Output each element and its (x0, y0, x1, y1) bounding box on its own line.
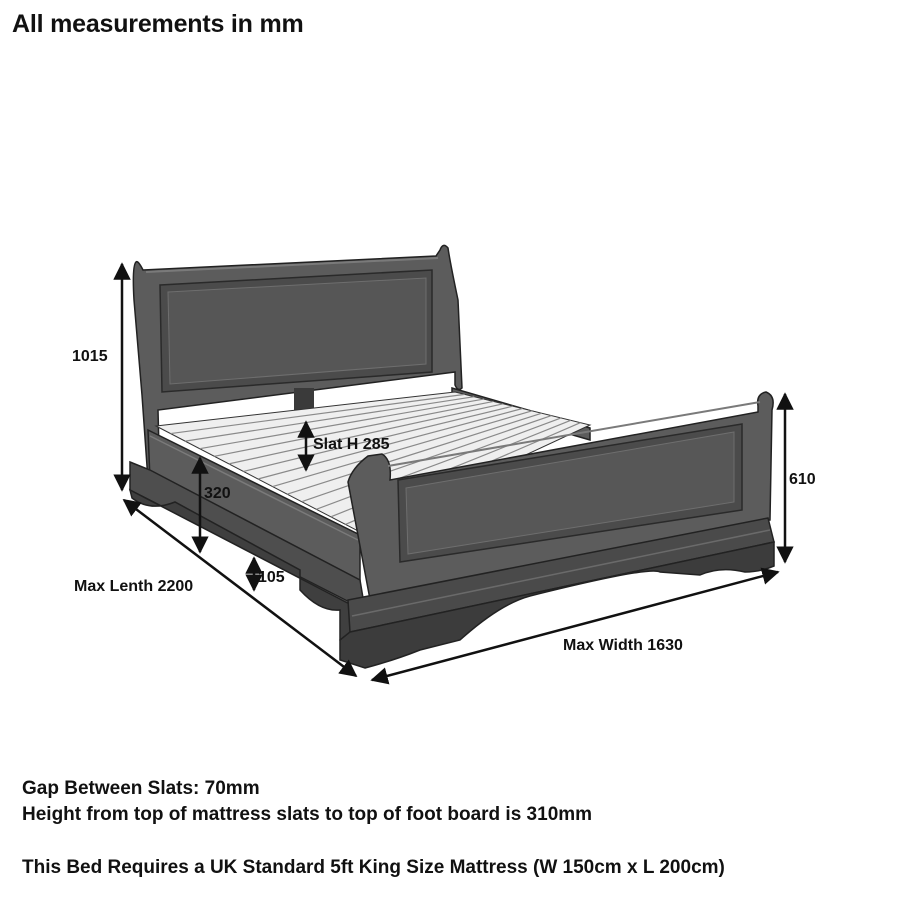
label-slat-clearance: 320 (204, 485, 231, 502)
page-title: All measurements in mm (12, 10, 304, 38)
label-slat-height: Slat H 285 (313, 436, 390, 453)
label-overall-height: 1015 (72, 348, 108, 365)
note-gap-between-slats: Gap Between Slats: 70mm (22, 778, 260, 799)
label-max-length: Max Lenth 2200 (74, 578, 194, 595)
note-height-to-footboard: Height from top of mattress slats to top of foot board is 310mm (22, 804, 593, 825)
label-footboard-height: 610 (789, 471, 816, 488)
label-max-width: Max Width 1630 (563, 637, 683, 654)
note-mattress-requirement: This Bed Requires a UK Standard 5ft King Size Mattress (W 150cm x L 200cm) (22, 857, 725, 878)
label-base-clearance: 105 (258, 569, 285, 586)
